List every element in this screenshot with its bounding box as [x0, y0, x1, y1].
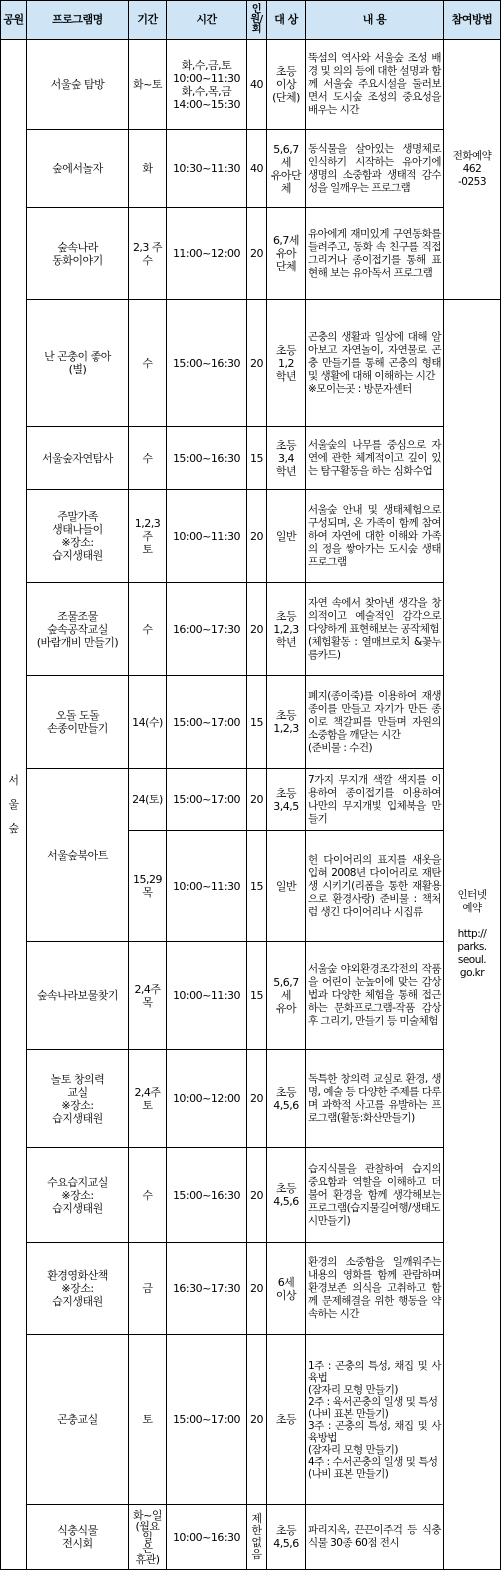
- header-content: 내 용: [306, 1, 444, 40]
- content: 서울숲의 나무를 중심으로 자연에 관한 체계적이고 깊이 있는 탐구활동을 하는 심화수업: [306, 427, 444, 490]
- program-name: 조물조물 숲속공작교실 (바람개비 만들기): [27, 583, 129, 676]
- table-row: [1, 1505, 501, 1570]
- park-cell: [1, 40, 27, 1570]
- program-name: 숲속나라보물찾기: [27, 942, 129, 1050]
- capacity: 20: [247, 1243, 267, 1335]
- time: 10:00~11:30: [167, 490, 247, 583]
- table-row: [1, 583, 501, 676]
- program-name: 서울숲 탐방: [27, 40, 129, 130]
- period: 수: [129, 427, 167, 490]
- method-phone: 전화예약 462 -0253: [444, 40, 501, 300]
- target: 초등 4,5,6: [267, 1050, 306, 1148]
- period: 2,4주 목: [129, 942, 167, 1050]
- time: 15:00~17:00: [167, 1335, 247, 1505]
- table-row: [1, 1243, 501, 1335]
- capacity: 15: [247, 942, 267, 1050]
- table-row: [1, 130, 501, 208]
- table-row: [1, 490, 501, 583]
- period: 화: [129, 130, 167, 208]
- capacity: 15: [247, 831, 267, 942]
- program-name: 곤충교실: [27, 1335, 129, 1505]
- time: 16:00~17:30: [167, 583, 247, 676]
- content: 파리지옥, 끈끈이주걱 등 식충식물 30종 60점 전시: [306, 1505, 444, 1570]
- content: 서울숲 야외환경조각전의 작품을 어린이 눈높이에 맞는 감상법과 다양한 체험을 통해 접근하는 문화프로그램-작품 감상 후 그리기, 만들기 등 미술체험: [306, 942, 444, 1050]
- content: 유아에게 재미있게 구연동화를 들려주고, 동화 속 친구를 직접 그리거나 종이접기를 통해 표현해 보는 유아독서 프로그램: [306, 208, 444, 300]
- period: 2,3 주 수: [129, 208, 167, 300]
- header-row: [1, 1, 501, 40]
- header-period: 기간: [129, 1, 167, 40]
- period: 수: [129, 1148, 167, 1243]
- header-program: 프로그램명: [27, 1, 129, 40]
- period: 1,2,3 주 토: [129, 490, 167, 583]
- program-name: 식충식물 전시회: [27, 1505, 129, 1570]
- target: 일반: [267, 490, 306, 583]
- period: 수: [129, 300, 167, 427]
- park-name-char: 서: [8, 773, 19, 787]
- content: 1주 : 곤충의 특성, 채집 및 사육법 (잠자리 모형 만들기) 2주 : 육서곤충의 일생 및 특성 (나비 표본 만들기) 3주 : 곤충의 특성, 채집 및 사육방법 (잠자리 모형 만들기) 4주 : 수서곤충의 일생 및 특성 (나비 표본 만들기): [306, 1335, 444, 1505]
- time: 10:30~11:30: [167, 130, 247, 208]
- capacity: 15: [247, 427, 267, 490]
- program-name: 서울숲자연탐사: [27, 427, 129, 490]
- period: 토: [129, 1335, 167, 1505]
- content: 동식물을 살아있는 생명체로 인식하기 시작하는 유아기에 생명의 소중함과 생태적 감수성을 일깨우는 프로그램: [306, 130, 444, 208]
- time: 화,수,금,토 10:00~11:30 화,수,목,금 14:00~15:30: [167, 40, 247, 130]
- time: 15:00~16:30: [167, 300, 247, 427]
- program-name: 놀토 창의력 교실 ※장소: 습지생태원: [27, 1050, 129, 1148]
- capacity: 20: [247, 1335, 267, 1505]
- capacity: 20: [247, 1050, 267, 1148]
- target: 6세 이상: [267, 1243, 306, 1335]
- table-row: [1, 208, 501, 300]
- content: 독특한 창의력 교실로 환경, 생명, 예술 등 다양한 주제를 다루며 과학적 사고를 유발하는 프로그램(활동:화산만들기): [306, 1050, 444, 1148]
- target: 초등 3,4 학년: [267, 427, 306, 490]
- table-row: [1, 1335, 501, 1505]
- capacity: 20: [247, 1148, 267, 1243]
- period: 2,4주 토: [129, 1050, 167, 1148]
- table-row: [1, 427, 501, 490]
- content: 폐지(종이죽)를 이용하여 재생종이를 만들고 자기가 만든 종이로 책갈피를 만들며 자원의 소중함을 깨닫는 시간 (준비물 : 수건): [306, 676, 444, 769]
- content: 헌 다이어리의 표지를 새옷을 입혀 2008년 다이어리로 재탄생 시키기(리폼을 통한 재활용으로 환경사랑) 준비물 : 책처럼 생긴 다이어리나 시집류: [306, 831, 444, 942]
- time: 10:00~16:30: [167, 1505, 247, 1570]
- capacity: 15: [247, 676, 267, 769]
- target: 초등 1,2,3: [267, 676, 306, 769]
- period: 금: [129, 1243, 167, 1335]
- program-name: 환경영화산책 ※장소: 습지생태원: [27, 1243, 129, 1335]
- target: 5,6,7세 유아: [267, 942, 306, 1050]
- content: 7가지 무지개 색깔 색지를 이용하여 종이접기를 이용하여 나만의 무지개빛 입체북을 만들기: [306, 769, 444, 831]
- content: 습지식물을 관찰하여 습지의 중요함과 역할을 이해하고 더불어 환경을 함께 생각해보는 프로그램(습지물길여행/생태도시만들기): [306, 1148, 444, 1243]
- target: 초등 1,2 학년: [267, 300, 306, 427]
- capacity: 20: [247, 769, 267, 831]
- time: 10:00~12:00: [167, 1050, 247, 1148]
- table-row: [1, 676, 501, 769]
- time: 15:00~16:30: [167, 427, 247, 490]
- table-row: [1, 942, 501, 1050]
- period: 24(토): [129, 769, 167, 831]
- target: 5,6,7세 유아단체: [267, 130, 306, 208]
- capacity: 40: [247, 40, 267, 130]
- period: 화~일 (월요일 은 휴관): [129, 1505, 167, 1570]
- time: 11:00~12:00: [167, 208, 247, 300]
- program-name: 오돌 도돌 손종이만들기: [27, 676, 129, 769]
- table-row: [1, 769, 501, 831]
- capacity: 20: [247, 490, 267, 583]
- park-name-char: 울: [8, 797, 19, 811]
- content: 환경의 소중함을 일깨워주는 내용의 영화를 함께 관람하며 환경보존 의식을 고취하고 함께 문제해결을 위한 행동을 약속하는 시간: [306, 1243, 444, 1335]
- capacity: 40: [247, 130, 267, 208]
- time: 10:00~11:30: [167, 831, 247, 942]
- table-row: [1, 1148, 501, 1243]
- period: 14(수): [129, 676, 167, 769]
- target: 초등: [267, 1335, 306, 1505]
- header-capacity: 인원/회: [247, 1, 267, 40]
- time: 10:00~11:30: [167, 942, 247, 1050]
- target: 초등 이상 (단체): [267, 40, 306, 130]
- table-row: [1, 300, 501, 427]
- program-name: 수요습지교실 ※장소: 습지생태원: [27, 1148, 129, 1243]
- content: 서울숲 안내 및 생태체험으로 구성되며, 온 가족이 함께 참여하여 자연에 대한 이해와 가족의 정을 쌓아가는 도시숲 생태프로그램: [306, 490, 444, 583]
- program-name: 난 곤충이 좋아 (별): [27, 300, 129, 427]
- header-time: 시간: [167, 1, 247, 40]
- target: 6,7세 유아 단체: [267, 208, 306, 300]
- program-name: 서울숲북아트: [27, 769, 129, 942]
- time: 15:00~16:30: [167, 1148, 247, 1243]
- header-park: 공원: [1, 1, 27, 40]
- method-web: 인터넷 예약 http:// parks. seoul. go.kr: [444, 300, 501, 1570]
- table-row: [1, 1050, 501, 1148]
- content: 뚝섬의 역사와 서울숲 조성 배경 및 의의 등에 대한 설명과 함께 서울숲 주요시설을 둘러보면서 도시숲 조성의 중요성을 배우는 시간: [306, 40, 444, 130]
- content: 자연 속에서 찾아낸 생각을 창의적이고 예술적인 감각으로 다양하게 표현해보는 공작체험 (체험활동 : 열매브로치 &꽃누름카드): [306, 583, 444, 676]
- period: 화~토: [129, 40, 167, 130]
- target: 일반: [267, 831, 306, 942]
- program-name: 숲에서놀자: [27, 130, 129, 208]
- park-name-char: 숲: [8, 821, 19, 835]
- target: 초등 4,5,6: [267, 1148, 306, 1243]
- target: 초등 4,5,6: [267, 1505, 306, 1570]
- target: 초등 1,2,3 학년: [267, 583, 306, 676]
- header-method: 참여방법: [444, 1, 501, 40]
- time: 15:00~17:00: [167, 769, 247, 831]
- capacity: 20: [247, 583, 267, 676]
- capacity: 제 한 없 음: [247, 1505, 267, 1570]
- period: 수: [129, 583, 167, 676]
- capacity: 20: [247, 208, 267, 300]
- capacity: 20: [247, 300, 267, 427]
- content: 곤충의 생활과 일상에 대해 알아보고 자연놀이, 자연물로 곤충 만들기를 통해 곤충의 형태 및 생활에 대해 이해하는 시간 ※모이는곳 : 방문자센터: [306, 300, 444, 427]
- program-name: 주말가족 생태나들이 ※장소: 습지생태원: [27, 490, 129, 583]
- period: 15,29 목: [129, 831, 167, 942]
- header-target: 대 상: [267, 1, 306, 40]
- time: 15:00~17:00: [167, 676, 247, 769]
- program-name: 숲속나라 동화이야기: [27, 208, 129, 300]
- time: 16:30~17:30: [167, 1243, 247, 1335]
- target: 초등 3,4,5: [267, 769, 306, 831]
- table-row: [1, 40, 501, 130]
